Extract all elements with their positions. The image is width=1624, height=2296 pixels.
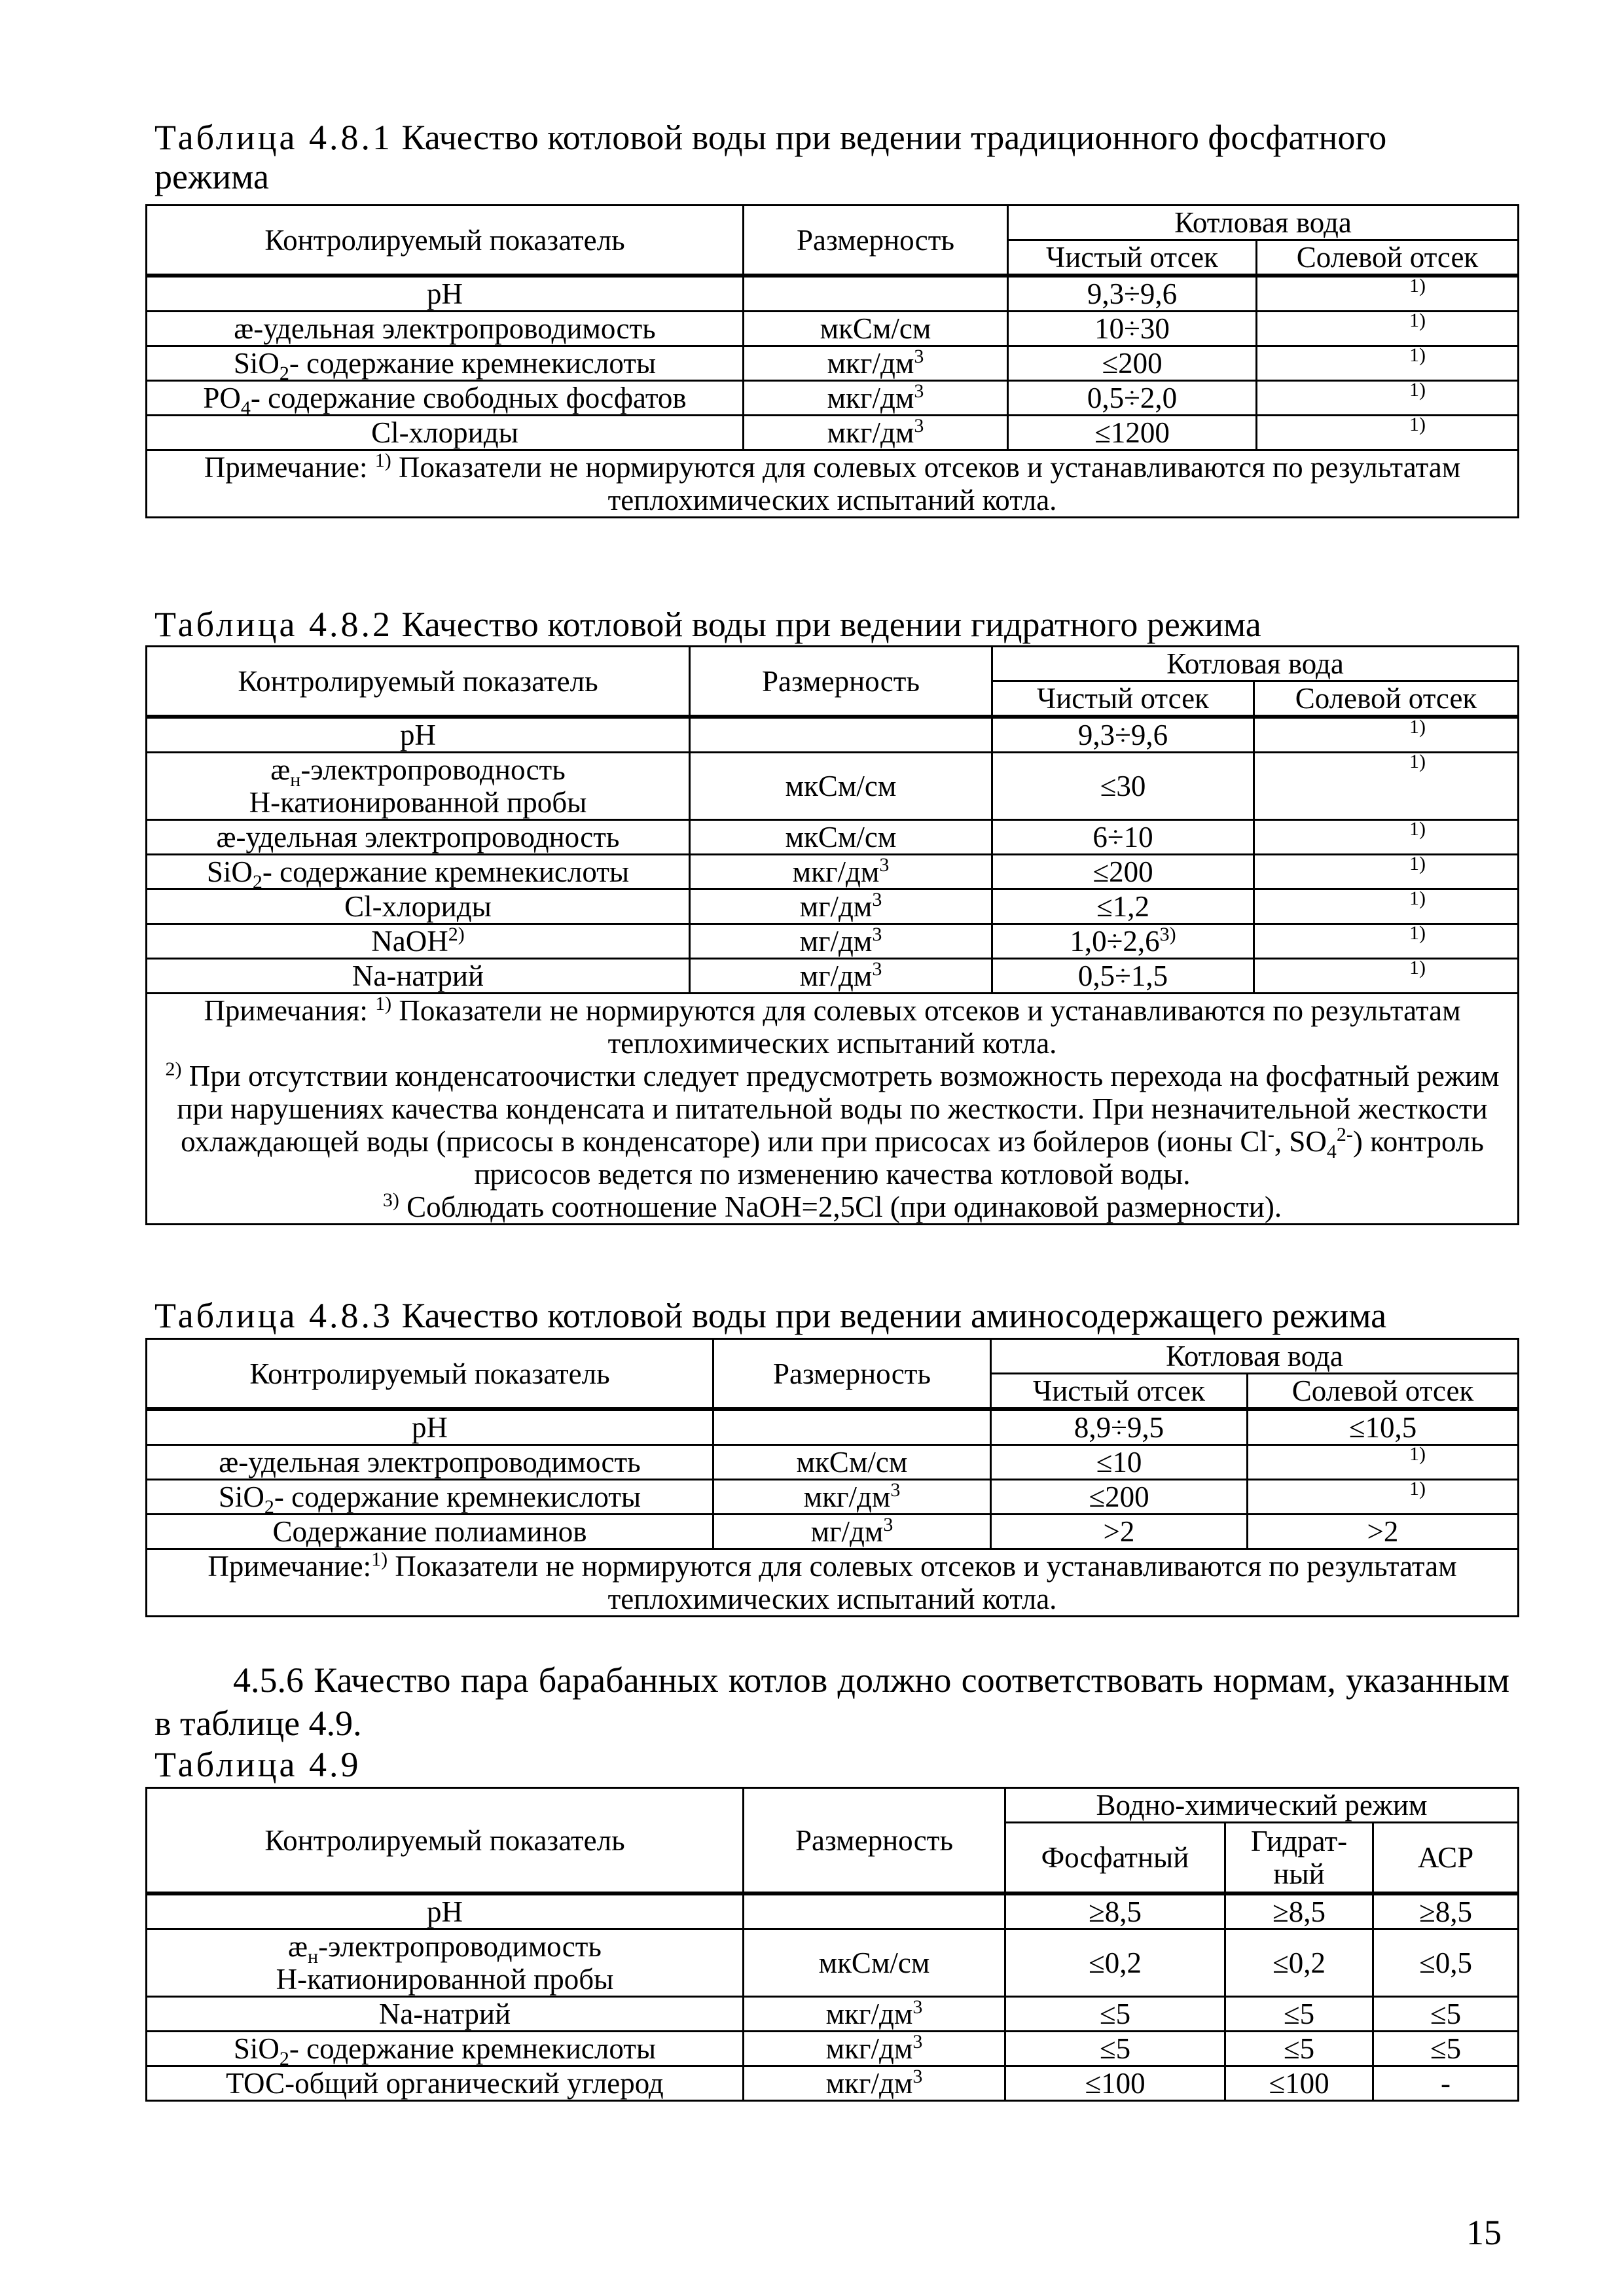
cell-param: Cl-хлориды xyxy=(147,416,744,450)
caption-label: Таблица 4.8.2 xyxy=(154,605,393,644)
cell-unit: мкСм/см xyxy=(713,1445,991,1480)
subscript: 2 xyxy=(252,871,262,893)
unit-text: мкг/дм xyxy=(792,855,880,888)
cell-value: ≤200 xyxy=(992,855,1254,889)
table-4-8-1 xyxy=(145,204,1519,518)
cell-footnote xyxy=(1248,1445,1519,1480)
param-text: æ xyxy=(288,1930,308,1963)
param-text: SiO xyxy=(233,2032,280,2065)
cell-unit xyxy=(744,276,1008,312)
superscript: 3 xyxy=(879,854,890,876)
note-text: Показатели не нормируются для солевых отсеков и устанавливаются по результатам теплохимических испытаний котла. xyxy=(399,994,1461,1060)
table-4-8-2-caption xyxy=(154,605,1509,644)
footnote-mark: 1) xyxy=(1409,1478,1426,1499)
cell-unit xyxy=(690,855,992,889)
note-text: При отсутствии конденсатоочистки следует предусмотреть возможность перехода на фосфатный режим при нарушениях качества конденсата и питательной воды по жесткости. При незначительной жесткости охлаждающей воды (присосы в конденсаторе) или при присосах из бойлеров (ионы Cl xyxy=(177,1060,1500,1158)
footnote-mark: 1) xyxy=(1409,957,1426,978)
cell-unit xyxy=(744,1893,1005,1929)
table-row xyxy=(147,276,1519,312)
cell-unit xyxy=(744,1997,1005,2032)
param-text: SiO xyxy=(233,347,280,380)
cell-footnote xyxy=(1257,346,1519,381)
cell-value: ≤200 xyxy=(1008,346,1257,381)
cell-value: ≤1200 xyxy=(1008,416,1257,450)
param-text: NaOH xyxy=(371,925,448,958)
caption-label: Таблица 4.9 xyxy=(154,1745,361,1784)
table-4-9-caption xyxy=(154,1745,1509,1784)
table-4-8-2 xyxy=(145,645,1519,1225)
footnote-mark: 1) xyxy=(1409,888,1426,909)
param-text: PO xyxy=(203,382,241,414)
cell-value: ≤0,5 xyxy=(1373,1929,1519,1997)
cell-value: ≥8,5 xyxy=(1373,1893,1519,1929)
note-text: Соблюдать соотношение NaOH=2,5Cl (при одинаковой размерности). xyxy=(406,1191,1282,1223)
cell-value: ≤5 xyxy=(1373,1997,1519,2032)
superscript: 3 xyxy=(912,2031,923,2053)
cell-param: æ-удельная электропроводность xyxy=(147,820,690,855)
subscript: 2 xyxy=(279,363,289,384)
cell-footnote xyxy=(1254,753,1519,820)
unit-text: мкг/дм xyxy=(825,2032,913,2065)
cell-param xyxy=(147,1480,713,1518)
header-col-clean: Чистый отсек xyxy=(1008,240,1257,276)
header-col-phosphate: Фосфатный xyxy=(1005,1823,1225,1894)
footnote-mark: 1) xyxy=(1409,751,1426,772)
cell-unit: мкСм/см xyxy=(690,753,992,820)
header-col-asr: АСР xyxy=(1373,1823,1519,1894)
header-unit: Размерность xyxy=(713,1339,991,1410)
footnote-mark: 1) xyxy=(1409,344,1426,366)
cell-footnote xyxy=(1254,855,1519,889)
cell-value: 10÷30 xyxy=(1008,312,1257,346)
cell-unit xyxy=(713,1515,991,1549)
table-row xyxy=(147,1445,1519,1480)
cell-footnote xyxy=(1254,959,1519,994)
superscript: 3) xyxy=(1159,924,1176,945)
table-row xyxy=(147,753,1519,820)
unit-text: мг/дм xyxy=(799,960,873,992)
note-label: Примечание: xyxy=(208,1550,372,1583)
footnote-mark: 1) xyxy=(1409,922,1426,944)
cell-param: æ-удельная электропроводимость xyxy=(147,312,744,346)
cell-param xyxy=(147,2032,744,2070)
header-col-clean: Чистый отсек xyxy=(992,681,1254,717)
footnote-mark: 1) xyxy=(1409,818,1426,840)
cell-value: ≤5 xyxy=(1225,1997,1373,2032)
table-4-8-1-caption xyxy=(154,118,1509,196)
value-text: 1,0÷2,6 xyxy=(1070,925,1160,958)
header-unit: Размерность xyxy=(744,206,1008,276)
unit-text: мкг/дм xyxy=(827,382,914,414)
cell-param: Cl-хлориды xyxy=(147,889,690,924)
table-row xyxy=(147,820,1519,855)
header-group: Котловая вода xyxy=(992,647,1519,681)
table-row xyxy=(147,717,1519,753)
cell-footnote xyxy=(1257,312,1519,346)
param-text: - содержание кремнекислоты xyxy=(289,2032,657,2065)
cell-param: Содержание полиаминов xyxy=(147,1515,713,1549)
cell-unit xyxy=(690,959,992,994)
param-text: - содержание кремнекислоты xyxy=(262,855,630,888)
cell-param xyxy=(147,381,744,419)
superscript: 3 xyxy=(883,1514,893,1535)
cell-value: ≤5 xyxy=(1005,1997,1225,2032)
table-row xyxy=(147,2032,1519,2066)
param-text: -электропроводность xyxy=(300,753,566,786)
superscript: 3 xyxy=(872,924,882,945)
param-text: SiO xyxy=(206,855,253,888)
cell-value: 0,5÷2,0 xyxy=(1008,381,1257,416)
note-label: Примечания: xyxy=(204,994,368,1027)
header-col-hydrate: Гидрат-ный xyxy=(1225,1823,1373,1894)
header-group: Котловая вода xyxy=(1008,206,1519,240)
header-group: Водно-химический режим xyxy=(1005,1788,1519,1823)
cell-param: pH xyxy=(147,1409,713,1445)
superscript: 3 xyxy=(912,1996,923,2018)
footnote-mark: 1) xyxy=(1409,310,1426,331)
cell-param xyxy=(147,855,690,893)
cell-param: Na-натрий xyxy=(147,959,690,994)
table-row xyxy=(147,381,1519,416)
superscript: 3 xyxy=(914,415,924,437)
superscript: - xyxy=(1267,1124,1274,1145)
cell-value: 8,9÷9,5 xyxy=(991,1409,1248,1445)
header-unit: Размерность xyxy=(690,647,992,717)
footnote-mark: 1) xyxy=(1409,853,1426,874)
cell-unit xyxy=(690,924,992,959)
cell-unit: мкСм/см xyxy=(744,1929,1005,1997)
cell-value: ≤5 xyxy=(1373,2032,1519,2066)
superscript: 1) xyxy=(371,1549,388,1570)
cell-param: Na-натрий xyxy=(147,1997,744,2032)
cell-param: pH xyxy=(147,276,744,312)
param-text: -электропроводимость xyxy=(318,1930,602,1963)
table-4-8-3-caption xyxy=(154,1296,1509,1335)
table-4-9 xyxy=(145,1787,1519,2102)
header-col-salt: Солевой отсек xyxy=(1257,240,1519,276)
superscript: 2) xyxy=(448,924,465,945)
superscript: 2) xyxy=(165,1058,182,1080)
table-row xyxy=(147,889,1519,924)
unit-text: мкг/дм xyxy=(825,2067,913,2100)
cell-footnote xyxy=(1254,717,1519,753)
footnote-mark: 1) xyxy=(1409,379,1426,401)
superscript: 3 xyxy=(872,958,882,980)
param-text: - содержание кремнекислоты xyxy=(289,347,657,380)
footnote-mark: 1) xyxy=(1409,1443,1426,1465)
cell-footnote xyxy=(1254,889,1519,924)
cell-value: 9,3÷9,6 xyxy=(1008,276,1257,312)
note-text: ) контроль присосов ведется по изменению качества котловой воды. xyxy=(474,1125,1484,1191)
subscript: 4 xyxy=(240,397,251,419)
cell-unit: мкСм/см xyxy=(690,820,992,855)
unit-text: мкг/дм xyxy=(803,1480,891,1513)
cell-unit xyxy=(744,346,1008,381)
param-text: - содержание свободных фосфатов xyxy=(250,382,687,414)
note-text: , SO xyxy=(1274,1125,1327,1158)
cell-value: - xyxy=(1373,2066,1519,2101)
subscript: 2 xyxy=(279,2048,289,2070)
cell-value: ≤0,2 xyxy=(1225,1929,1373,1997)
caption-label: Таблица 4.8.1 xyxy=(154,118,393,157)
table-row xyxy=(147,1480,1519,1515)
table-row xyxy=(147,1997,1519,2032)
caption-text: Качество котловой воды при ведении традиционного фосфатного режима xyxy=(154,118,1387,196)
cell-value: ≥8,5 xyxy=(1225,1893,1373,1929)
cell-param xyxy=(147,753,690,820)
subscript: 4 xyxy=(1326,1141,1337,1162)
cell-unit xyxy=(744,416,1008,450)
cell-value: 9,3÷9,6 xyxy=(992,717,1254,753)
table-note xyxy=(147,450,1519,518)
header-param: Контролируемый показатель xyxy=(147,647,690,717)
cell-value: ≤5 xyxy=(1005,2032,1225,2066)
table-notes xyxy=(147,994,1519,1225)
cell-unit xyxy=(713,1409,991,1445)
param-text: Н-катионированной пробы xyxy=(249,786,587,819)
cell-value: ≤100 xyxy=(1225,2066,1373,2101)
cell-value xyxy=(992,924,1254,959)
cell-footnote xyxy=(1257,381,1519,416)
subscript: 2 xyxy=(264,1496,274,1518)
note-text: Показатели не нормируются для солевых отсеков и устанавливаются по результатам теплохимических испытаний котла. xyxy=(395,1550,1457,1615)
cell-value: ≤100 xyxy=(1005,2066,1225,2101)
cell-unit: мкСм/см xyxy=(744,312,1008,346)
unit-text: мкг/дм xyxy=(827,347,914,380)
superscript: 1) xyxy=(375,993,392,1014)
table-row xyxy=(147,416,1519,450)
cell-value: >2 xyxy=(1248,1515,1519,1549)
cell-value: 6÷10 xyxy=(992,820,1254,855)
header-unit: Размерность xyxy=(744,1788,1005,1894)
footnote-mark: 1) xyxy=(1409,275,1426,296)
header-group: Котловая вода xyxy=(991,1339,1519,1374)
cell-param: pH xyxy=(147,1893,744,1929)
unit-text: мг/дм xyxy=(799,890,873,923)
cell-param xyxy=(147,1929,744,1997)
superscript: 3 xyxy=(872,889,882,910)
page-number: 15 xyxy=(1466,2213,1502,2252)
cell-value: ≤5 xyxy=(1225,2032,1373,2066)
table-note-row xyxy=(147,994,1519,1225)
cell-footnote xyxy=(1254,924,1519,959)
cell-value: ≥8,5 xyxy=(1005,1893,1225,1929)
cell-value: ≤30 xyxy=(992,753,1254,820)
table-row xyxy=(147,959,1519,994)
cell-value: ≤0,2 xyxy=(1005,1929,1225,1997)
table-note-row xyxy=(147,1549,1519,1617)
cell-unit xyxy=(744,381,1008,416)
subscript: н xyxy=(290,769,301,791)
note-label: Примечание: xyxy=(204,451,368,484)
cell-unit xyxy=(744,2066,1005,2101)
cell-param xyxy=(147,924,690,959)
table-row xyxy=(147,312,1519,346)
cell-value: >2 xyxy=(991,1515,1248,1549)
param-text: Н-катионированной пробы xyxy=(276,1963,614,1996)
table-row xyxy=(147,924,1519,959)
table-4-8-3 xyxy=(145,1338,1519,1617)
unit-text: мг/дм xyxy=(810,1515,884,1548)
table-row xyxy=(147,1409,1519,1445)
table-row xyxy=(147,1893,1519,1929)
table-row xyxy=(147,855,1519,889)
cell-value: 0,5÷1,5 xyxy=(992,959,1254,994)
caption-label: Таблица 4.8.3 xyxy=(154,1296,393,1335)
header-param: Контролируемый показатель xyxy=(147,206,744,276)
footnote-mark: 1) xyxy=(1409,414,1426,435)
superscript: 2- xyxy=(1336,1124,1353,1145)
table-row xyxy=(147,1515,1519,1549)
footnote-mark: 1) xyxy=(1409,716,1426,738)
cell-value: ≤200 xyxy=(991,1480,1248,1515)
cell-param xyxy=(147,346,744,384)
superscript: 3) xyxy=(382,1189,399,1211)
cell-value: ≤10,5 xyxy=(1248,1409,1519,1445)
superscript: 1) xyxy=(374,450,391,471)
cell-unit xyxy=(744,2032,1005,2066)
header-col-salt: Солевой отсек xyxy=(1248,1374,1519,1410)
paragraph-4-5-6: 4.5.6 Качество пара барабанных котлов должно соответствовать нормам, указанным в таблице 4.9. xyxy=(154,1660,1509,1743)
caption-text: Качество котловой воды при ведении аминосодержащего режима xyxy=(401,1296,1387,1335)
cell-param: ТОС-общий органический углерод xyxy=(147,2066,744,2101)
param-text: - содержание кремнекислоты xyxy=(274,1480,641,1513)
param-text: æ xyxy=(270,753,291,786)
cell-value: ≤10 xyxy=(991,1445,1248,1480)
cell-footnote xyxy=(1254,820,1519,855)
cell-unit xyxy=(690,889,992,924)
unit-text: мг/дм xyxy=(799,925,873,958)
table-row xyxy=(147,1929,1519,1997)
unit-text: мкг/дм xyxy=(825,1998,913,2030)
cell-unit xyxy=(690,717,992,753)
param-text: SiO xyxy=(218,1480,264,1513)
cell-value: ≤1,2 xyxy=(992,889,1254,924)
table-row xyxy=(147,346,1519,381)
superscript: 3 xyxy=(914,380,924,402)
note-text: Показатели не нормируются для солевых отсеков и устанавливаются по результатам теплохимических испытаний котла. xyxy=(398,451,1461,516)
cell-param: pH xyxy=(147,717,690,753)
table-note xyxy=(147,1549,1519,1617)
superscript: 3 xyxy=(912,2066,923,2087)
header-col-clean: Чистый отсек xyxy=(991,1374,1248,1410)
header-col-salt: Солевой отсек xyxy=(1254,681,1519,717)
table-note-row xyxy=(147,450,1519,518)
cell-unit xyxy=(713,1480,991,1515)
cell-footnote xyxy=(1257,416,1519,450)
caption-text: Качество котловой воды при ведении гидратного режима xyxy=(401,605,1261,644)
unit-text: мкг/дм xyxy=(827,416,914,449)
cell-footnote xyxy=(1248,1480,1519,1515)
table-row xyxy=(147,2066,1519,2101)
superscript: 3 xyxy=(890,1479,901,1501)
header-param: Контролируемый показатель xyxy=(147,1339,713,1410)
superscript: 3 xyxy=(914,346,924,367)
header-param: Контролируемый показатель xyxy=(147,1788,744,1894)
subscript: н xyxy=(308,1946,319,1967)
cell-param: æ-удельная электропроводимость xyxy=(147,1445,713,1480)
cell-footnote xyxy=(1257,276,1519,312)
